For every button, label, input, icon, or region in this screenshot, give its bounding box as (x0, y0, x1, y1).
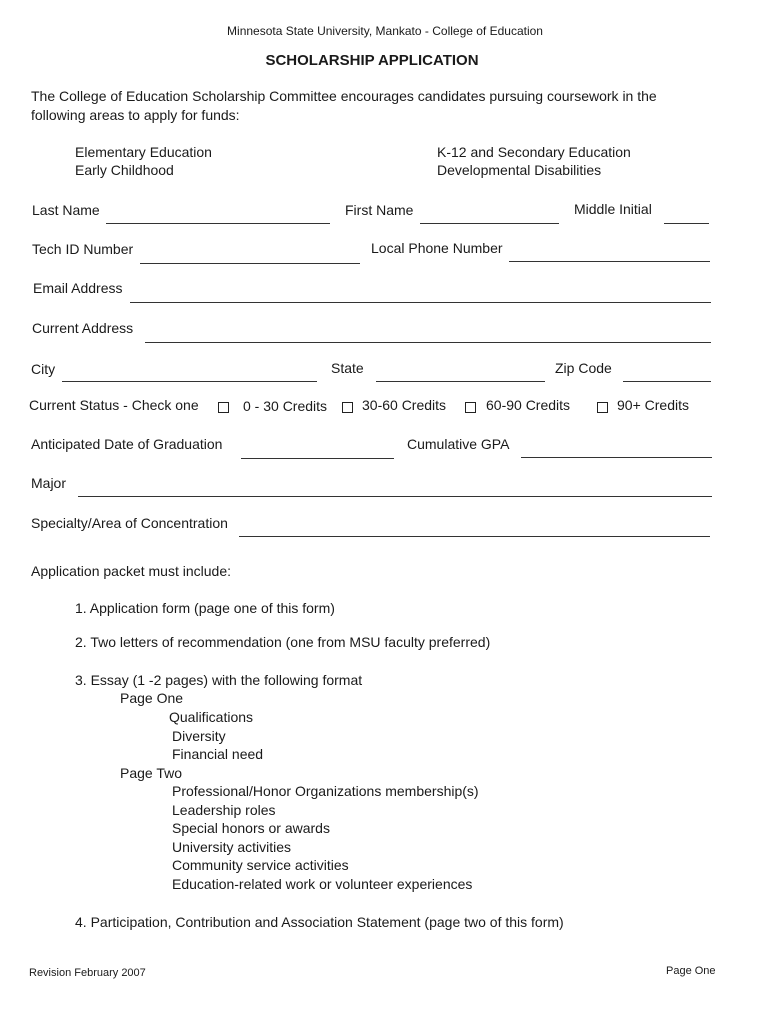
tech-id-label: Tech ID Number (32, 241, 134, 257)
page-number: Page One (666, 965, 716, 977)
intro-line-1: The College of Education Scholarship Committee encourages candidates pursuing coursework in the (31, 88, 657, 104)
anticipated-graduation-field[interactable] (241, 458, 394, 459)
intro-line-2: following areas to apply for funds: (31, 107, 240, 123)
packet-item-2: 2. Two letters of recommendation (one from MSU faculty preferred) (75, 634, 491, 650)
status-30-60-checkbox[interactable] (342, 402, 353, 413)
city-field[interactable] (62, 381, 317, 382)
last-name-label: Last Name (32, 202, 100, 218)
last-name-field[interactable] (106, 223, 330, 224)
essay-page-one-label: Page One (120, 690, 184, 706)
state-label: State (331, 360, 364, 376)
major-field[interactable] (78, 496, 712, 497)
major-label: Major (31, 475, 67, 491)
essay-page-two-item: Leadership roles (172, 802, 276, 818)
packet-item-4: 4. Participation, Contribution and Association Statement (page two of this form) (75, 914, 564, 930)
essay-page-one-item: Diversity (172, 728, 226, 744)
status-60-90-label: 60-90 Credits (486, 397, 571, 413)
zip-code-field[interactable] (623, 381, 711, 382)
state-field[interactable] (376, 381, 545, 382)
middle-initial-field[interactable] (664, 223, 709, 224)
specialty-label: Specialty/Area of Concentration (31, 515, 228, 531)
specialty-field[interactable] (239, 536, 710, 537)
cumulative-gpa-field[interactable] (521, 457, 712, 458)
current-address-field[interactable] (145, 342, 711, 343)
institution-header: Minnesota State University, Mankato - College of Education (227, 24, 543, 38)
current-address-label: Current Address (32, 320, 134, 336)
middle-initial-label: Middle Initial (574, 201, 652, 217)
status-0-30-label: 0 - 30 Credits (243, 398, 328, 414)
area-developmental-disabilities: Developmental Disabilities (437, 162, 602, 178)
first-name-field[interactable] (420, 223, 559, 224)
area-k12-secondary: K-12 and Secondary Education (437, 144, 631, 160)
revision-note: Revision February 2007 (29, 967, 146, 979)
form-title: SCHOLARSHIP APPLICATION (265, 52, 479, 69)
email-field[interactable] (130, 302, 711, 303)
packet-item-1: 1. Application form (page one of this form) (75, 600, 335, 616)
area-early-childhood: Early Childhood (75, 162, 174, 178)
local-phone-label: Local Phone Number (371, 240, 503, 256)
essay-page-one-item: Qualifications (169, 709, 254, 725)
tech-id-field[interactable] (140, 263, 360, 264)
essay-page-two-item: University activities (172, 839, 292, 855)
anticipated-graduation-label: Anticipated Date of Graduation (31, 436, 223, 452)
local-phone-field[interactable] (509, 261, 710, 262)
essay-page-two-item: Professional/Honor Organizations membership(s) (172, 783, 479, 799)
essay-page-two-item: Community service activities (172, 857, 349, 873)
first-name-label: First Name (345, 202, 414, 218)
essay-page-one-item: Financial need (172, 746, 264, 762)
current-status-label: Current Status - Check one (29, 397, 199, 413)
status-90-plus-label: 90+ Credits (617, 397, 689, 413)
packet-heading: Application packet must include: (31, 563, 231, 579)
area-elementary-education: Elementary Education (75, 144, 212, 160)
status-0-30-checkbox[interactable] (218, 402, 229, 413)
zip-code-label: Zip Code (555, 360, 612, 376)
essay-page-two-label: Page Two (120, 765, 183, 781)
email-label: Email Address (33, 280, 123, 296)
city-label: City (31, 361, 56, 377)
status-60-90-checkbox[interactable] (465, 402, 476, 413)
essay-page-two-item: Special honors or awards (172, 820, 330, 836)
packet-item-3: 3. Essay (1 -2 pages) with the following format (75, 672, 363, 688)
essay-page-two-item: Education-related work or volunteer experiences (172, 876, 473, 892)
cumulative-gpa-label: Cumulative GPA (407, 436, 510, 452)
status-30-60-label: 30-60 Credits (362, 397, 447, 413)
status-90-plus-checkbox[interactable] (597, 402, 608, 413)
